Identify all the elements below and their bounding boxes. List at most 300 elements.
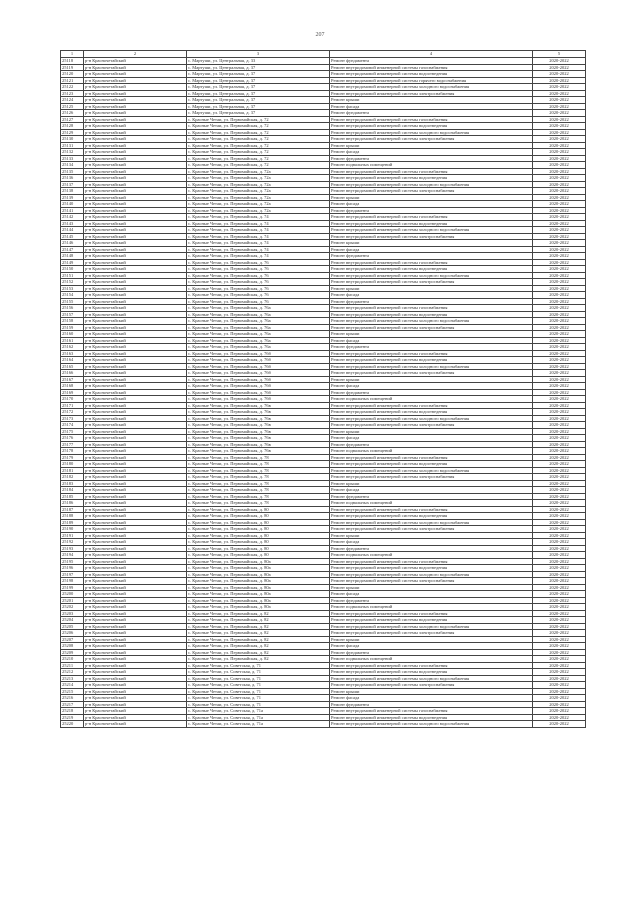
years-cell: 2020-2022	[533, 584, 586, 591]
district-cell: р-н Красночетайский	[84, 701, 187, 708]
work-type-cell: Ремонт внутридомовой инженерной системы горячего водоснабжения	[330, 77, 533, 84]
address-cell: с. Красные Четаи, ул. Первомайская, д. 76б	[187, 363, 330, 370]
address-cell: с. Красные Четаи, ул. Первомайская, д. 76	[187, 285, 330, 292]
row-number: 25216	[61, 695, 84, 702]
address-cell: с. Красные Четаи, ул. Первомайская, д. 78	[187, 500, 330, 507]
district-cell: р-н Красночетайский	[84, 116, 187, 123]
district-cell: р-н Красночетайский	[84, 220, 187, 227]
work-type-cell: Ремонт фасада	[330, 383, 533, 390]
work-type-cell: Ремонт крыши	[330, 636, 533, 643]
address-cell: с. Красные Четаи, ул. Советская, д. 71	[187, 675, 330, 682]
years-cell: 2020-2022	[533, 422, 586, 429]
row-number: 25191	[61, 532, 84, 539]
address-cell: с. Мартуши, ул. Центральная, д. 37	[187, 97, 330, 104]
work-type-cell: Ремонт внутридомовой инженерной системы водоотведения	[330, 175, 533, 182]
work-type-cell: Ремонт внутридомовой инженерной системы газоснабжения	[330, 64, 533, 71]
years-cell: 2020-2022	[533, 623, 586, 630]
years-cell: 2020-2022	[533, 103, 586, 110]
district-cell: р-н Красночетайский	[84, 97, 187, 104]
row-number: 25175	[61, 428, 84, 435]
row-number: 25138	[61, 188, 84, 195]
years-cell: 2020-2022	[533, 357, 586, 364]
address-cell: с. Красные Четаи, ул. Первомайская, д. 72	[187, 162, 330, 169]
row-number: 25123	[61, 90, 84, 97]
row-number: 25150	[61, 266, 84, 273]
work-type-cell: Ремонт крыши	[330, 428, 533, 435]
address-cell: с. Мартуши, ул. Центральная, д. 37	[187, 64, 330, 71]
address-cell: с. Красные Четаи, ул. Первомайская, д. 76б	[187, 376, 330, 383]
address-cell: с. Красные Четаи, ул. Первомайская, д. 76а	[187, 305, 330, 312]
years-cell: 2020-2022	[533, 71, 586, 78]
address-cell: с. Красные Четаи, ул. Первомайская, д. 76а	[187, 344, 330, 351]
years-cell: 2020-2022	[533, 454, 586, 461]
address-cell: с. Красные Четаи, ул. Первомайская, д. 78	[187, 487, 330, 494]
years-cell: 2020-2022	[533, 467, 586, 474]
years-cell: 2020-2022	[533, 201, 586, 208]
row-number: 25169	[61, 389, 84, 396]
row-number: 25184	[61, 487, 84, 494]
row-number: 25137	[61, 181, 84, 188]
years-cell: 2020-2022	[533, 571, 586, 578]
row-number: 25153	[61, 285, 84, 292]
work-type-cell: Ремонт внутридомовой инженерной системы холодного водоснабжения	[330, 272, 533, 279]
address-cell: с. Красные Четаи, ул. Первомайская, д. 74	[187, 214, 330, 221]
work-type-cell: Ремонт внутридомовой инженерной системы холодного водоснабжения	[330, 129, 533, 136]
work-type-cell: Ремонт внутридомовой инженерной системы холодного водоснабжения	[330, 467, 533, 474]
address-cell: с. Красные Четаи, ул. Первомайская, д. 76в	[187, 402, 330, 409]
row-number: 25198	[61, 578, 84, 585]
years-cell: 2020-2022	[533, 441, 586, 448]
work-type-cell: Ремонт внутридомовой инженерной системы электроснабжения	[330, 188, 533, 195]
years-cell: 2020-2022	[533, 643, 586, 650]
row-number: 25140	[61, 201, 84, 208]
district-cell: р-н Красночетайский	[84, 181, 187, 188]
years-cell: 2020-2022	[533, 396, 586, 403]
years-cell: 2020-2022	[533, 675, 586, 682]
row-number: 25121	[61, 77, 84, 84]
address-cell: с. Красные Четаи, ул. Первомайская, д. 80	[187, 513, 330, 520]
address-cell: с. Красные Четаи, ул. Первомайская, д. 80а	[187, 604, 330, 611]
district-cell: р-н Красночетайский	[84, 201, 187, 208]
years-cell: 2020-2022	[533, 415, 586, 422]
district-cell: р-н Красночетайский	[84, 389, 187, 396]
address-cell: с. Красные Четаи, ул. Первомайская, д. 74	[187, 253, 330, 260]
row-number: 25118	[61, 58, 84, 65]
work-type-cell: Ремонт крыши	[330, 142, 533, 149]
years-cell: 2020-2022	[533, 207, 586, 214]
row-number: 25212	[61, 669, 84, 676]
district-cell: р-н Красночетайский	[84, 428, 187, 435]
years-cell: 2020-2022	[533, 701, 586, 708]
district-cell: р-н Красночетайский	[84, 285, 187, 292]
row-number: 25211	[61, 662, 84, 669]
district-cell: р-н Красночетайский	[84, 545, 187, 552]
years-cell: 2020-2022	[533, 552, 586, 559]
address-cell: с. Красные Четаи, ул. Первомайская, д. 72	[187, 155, 330, 162]
work-type-cell: Ремонт внутридомовой инженерной системы газоснабжения	[330, 259, 533, 266]
years-cell: 2020-2022	[533, 97, 586, 104]
row-number: 25194	[61, 552, 84, 559]
work-type-cell: Ремонт внутридомовой инженерной системы водоотведения	[330, 461, 533, 468]
work-type-cell: Ремонт внутридомовой инженерной системы холодного водоснабжения	[330, 571, 533, 578]
address-cell: с. Красные Четаи, ул. Первомайская, д. 72а	[187, 207, 330, 214]
work-type-cell: Ремонт внутридомовой инженерной системы водоотведения	[330, 714, 533, 721]
address-cell: с. Красные Четаи, ул. Первомайская, д. 76б	[187, 357, 330, 364]
work-type-cell: Ремонт внутридомовой инженерной системы электроснабжения	[330, 136, 533, 143]
work-type-cell: Ремонт внутридомовой инженерной системы газоснабжения	[330, 214, 533, 221]
district-cell: р-н Красночетайский	[84, 292, 187, 299]
work-type-cell: Ремонт внутридомовой инженерной системы холодного водоснабжения	[330, 721, 533, 728]
row-number: 25136	[61, 175, 84, 182]
district-cell: р-н Красночетайский	[84, 233, 187, 240]
district-cell: р-н Красночетайский	[84, 714, 187, 721]
district-cell: р-н Красночетайский	[84, 363, 187, 370]
address-cell: с. Мартуши, ул. Центральная, д. 33	[187, 58, 330, 65]
work-type-cell: Ремонт внутридомовой инженерной системы газоснабжения	[330, 662, 533, 669]
row-number: 25183	[61, 480, 84, 487]
work-type-cell: Ремонт фундамента	[330, 298, 533, 305]
row-number: 25122	[61, 84, 84, 91]
table-header	[61, 51, 586, 58]
row-number: 25131	[61, 142, 84, 149]
years-cell: 2020-2022	[533, 64, 586, 71]
district-cell: р-н Красночетайский	[84, 591, 187, 598]
district-cell: р-н Красночетайский	[84, 448, 187, 455]
row-number: 25178	[61, 448, 84, 455]
years-cell: 2020-2022	[533, 513, 586, 520]
work-type-cell: Ремонт крыши	[330, 532, 533, 539]
district-cell: р-н Красночетайский	[84, 71, 187, 78]
row-number: 25174	[61, 422, 84, 429]
row-number: 25181	[61, 467, 84, 474]
district-cell: р-н Красночетайский	[84, 688, 187, 695]
work-type-cell: Ремонт внутридомовой инженерной системы газоснабжения	[330, 168, 533, 175]
work-type-cell: Ремонт внутридомовой инженерной системы водоотведения	[330, 513, 533, 520]
work-type-cell: Ремонт внутридомовой инженерной системы электроснабжения	[330, 90, 533, 97]
district-cell: р-н Красночетайский	[84, 155, 187, 162]
years-cell: 2020-2022	[533, 682, 586, 689]
years-cell: 2020-2022	[533, 656, 586, 663]
district-cell: р-н Красночетайский	[84, 578, 187, 585]
work-type-cell: Ремонт внутридомовой инженерной системы газоснабжения	[330, 454, 533, 461]
years-cell: 2020-2022	[533, 77, 586, 84]
district-cell: р-н Красночетайский	[84, 305, 187, 312]
row-number: 25133	[61, 155, 84, 162]
address-cell: с. Мартуши, ул. Центральная, д. 37	[187, 77, 330, 84]
row-number: 25148	[61, 253, 84, 260]
district-cell: р-н Красночетайский	[84, 318, 187, 325]
address-cell: с. Красные Четаи, ул. Первомайская, д. 72а	[187, 168, 330, 175]
work-type-cell: Ремонт фасада	[330, 103, 533, 110]
work-type-cell: Ремонт фундамента	[330, 441, 533, 448]
district-cell: р-н Красночетайский	[84, 129, 187, 136]
district-cell: р-н Красночетайский	[84, 227, 187, 234]
district-cell: р-н Красночетайский	[84, 662, 187, 669]
address-cell: с. Мартуши, ул. Центральная, д. 37	[187, 110, 330, 117]
years-cell: 2020-2022	[533, 539, 586, 546]
years-cell: 2020-2022	[533, 110, 586, 117]
district-cell: р-н Красночетайский	[84, 617, 187, 624]
work-type-cell: Ремонт фасада	[330, 435, 533, 442]
years-cell: 2020-2022	[533, 136, 586, 143]
district-cell: р-н Красночетайский	[84, 513, 187, 520]
district-cell: р-н Красночетайский	[84, 506, 187, 513]
address-cell: с. Красные Четаи, ул. Первомайская, д. 80а	[187, 558, 330, 565]
district-cell: р-н Красночетайский	[84, 487, 187, 494]
row-number: 25166	[61, 370, 84, 377]
address-cell: с. Красные Четаи, ул. Первомайская, д. 82	[187, 649, 330, 656]
address-cell: с. Красные Четаи, ул. Первомайская, д. 76	[187, 298, 330, 305]
row-number: 25193	[61, 545, 84, 552]
years-cell: 2020-2022	[533, 162, 586, 169]
address-cell: с. Мартуши, ул. Центральная, д. 37	[187, 90, 330, 97]
row-number: 25132	[61, 149, 84, 156]
years-cell: 2020-2022	[533, 363, 586, 370]
row-number: 25185	[61, 493, 84, 500]
years-cell: 2020-2022	[533, 487, 586, 494]
years-cell: 2020-2022	[533, 175, 586, 182]
row-number: 25189	[61, 519, 84, 526]
address-cell: с. Красные Четаи, ул. Первомайская, д. 76а	[187, 318, 330, 325]
work-type-cell: Ремонт фасада	[330, 201, 533, 208]
district-cell: р-н Красночетайский	[84, 383, 187, 390]
years-cell: 2020-2022	[533, 500, 586, 507]
work-type-cell: Ремонт подвальных помещений	[330, 162, 533, 169]
row-number: 25204	[61, 617, 84, 624]
row-number: 25202	[61, 604, 84, 611]
years-cell: 2020-2022	[533, 565, 586, 572]
district-cell: р-н Красночетайский	[84, 454, 187, 461]
years-cell: 2020-2022	[533, 253, 586, 260]
address-cell: с. Красные Четаи, ул. Первомайская, д. 76а	[187, 337, 330, 344]
address-cell: с. Красные Четаи, ул. Первомайская, д. 80а	[187, 565, 330, 572]
address-cell: с. Красные Четаи, ул. Первомайская, д. 82	[187, 617, 330, 624]
page-number: 207	[315, 32, 325, 38]
row-number: 25167	[61, 376, 84, 383]
work-type-cell: Ремонт внутридомовой инженерной системы электроснабжения	[330, 279, 533, 286]
address-cell: с. Красные Четаи, ул. Первомайская, д. 72а	[187, 175, 330, 182]
row-number: 25125	[61, 103, 84, 110]
address-cell: с. Красные Четаи, ул. Первомайская, д. 76а	[187, 311, 330, 318]
work-type-cell: Ремонт внутридомовой инженерной системы газоснабжения	[330, 610, 533, 617]
work-type-cell: Ремонт внутридомовой инженерной системы газоснабжения	[330, 402, 533, 409]
years-cell: 2020-2022	[533, 266, 586, 273]
work-type-cell: Ремонт внутридомовой инженерной системы водоотведения	[330, 409, 533, 416]
district-cell: р-н Красночетайский	[84, 240, 187, 247]
district-cell: р-н Красночетайский	[84, 493, 187, 500]
work-type-cell: Ремонт фундамента	[330, 597, 533, 604]
work-type-cell: Ремонт фасада	[330, 487, 533, 494]
row-number: 25192	[61, 539, 84, 546]
address-cell: с. Красные Четаи, ул. Первомайская, д. 72а	[187, 188, 330, 195]
row-number: 25200	[61, 591, 84, 598]
district-cell: р-н Красночетайский	[84, 207, 187, 214]
years-cell: 2020-2022	[533, 662, 586, 669]
district-cell: р-н Красночетайский	[84, 636, 187, 643]
row-number: 25151	[61, 272, 84, 279]
address-cell: с. Красные Четаи, ул. Первомайская, д. 76а	[187, 331, 330, 338]
address-cell: с. Красные Четаи, ул. Первомайская, д. 76в	[187, 435, 330, 442]
years-cell: 2020-2022	[533, 116, 586, 123]
district-cell: р-н Красночетайский	[84, 162, 187, 169]
address-cell: с. Красные Четаи, ул. Первомайская, д. 80а	[187, 578, 330, 585]
work-type-cell: Ремонт внутридомовой инженерной системы электроснабжения	[330, 474, 533, 481]
row-number: 25147	[61, 246, 84, 253]
district-cell: р-н Красночетайский	[84, 584, 187, 591]
work-type-cell: Ремонт внутридомовой инженерной системы водоотведения	[330, 357, 533, 364]
years-cell: 2020-2022	[533, 285, 586, 292]
district-cell: р-н Красночетайский	[84, 324, 187, 331]
row-number: 25163	[61, 350, 84, 357]
work-type-cell: Ремонт внутридомовой инженерной системы холодного водоснабжения	[330, 227, 533, 234]
address-cell: с. Красные Четаи, ул. Первомайская, д. 82	[187, 610, 330, 617]
work-type-cell: Ремонт фасада	[330, 149, 533, 156]
work-type-cell: Ремонт подвальных помещений	[330, 500, 533, 507]
years-cell: 2020-2022	[533, 578, 586, 585]
years-cell: 2020-2022	[533, 649, 586, 656]
years-cell: 2020-2022	[533, 279, 586, 286]
row-number: 25152	[61, 279, 84, 286]
row-number: 25201	[61, 597, 84, 604]
district-cell: р-н Красночетайский	[84, 194, 187, 201]
years-cell: 2020-2022	[533, 669, 586, 676]
district-cell: р-н Красночетайский	[84, 669, 187, 676]
work-type-cell: Ремонт фундамента	[330, 155, 533, 162]
work-type-cell: Ремонт внутридомовой инженерной системы водоотведения	[330, 71, 533, 78]
work-type-cell: Ремонт крыши	[330, 331, 533, 338]
work-type-cell: Ремонт внутридомовой инженерной системы электроснабжения	[330, 526, 533, 533]
work-type-cell: Ремонт внутридомовой инженерной системы газоснабжения	[330, 558, 533, 565]
row-number: 25143	[61, 220, 84, 227]
district-cell: р-н Красночетайский	[84, 402, 187, 409]
header-col-2: 2	[84, 51, 187, 58]
years-cell: 2020-2022	[533, 155, 586, 162]
address-cell: с. Красные Четаи, ул. Первомайская, д. 76в	[187, 409, 330, 416]
work-type-cell: Ремонт крыши	[330, 376, 533, 383]
row-number: 25127	[61, 116, 84, 123]
row-number: 25199	[61, 584, 84, 591]
row-number: 25177	[61, 441, 84, 448]
work-type-cell: Ремонт подвальных помещений	[330, 552, 533, 559]
work-type-cell: Ремонт внутридомовой инженерной системы электроснабжения	[330, 682, 533, 689]
years-cell: 2020-2022	[533, 58, 586, 65]
address-cell: с. Красные Четаи, ул. Первомайская, д. 76б	[187, 350, 330, 357]
years-cell: 2020-2022	[533, 142, 586, 149]
district-cell: р-н Красночетайский	[84, 396, 187, 403]
work-type-cell: Ремонт фасада	[330, 337, 533, 344]
district-cell: р-н Красночетайский	[84, 188, 187, 195]
address-cell: с. Мартуши, ул. Центральная, д. 37	[187, 84, 330, 91]
row-number: 25134	[61, 162, 84, 169]
address-cell: с. Красные Четаи, ул. Первомайская, д. 76	[187, 292, 330, 299]
header-col-5: 5	[533, 51, 586, 58]
address-cell: с. Красные Четаи, ул. Первомайская, д. 76	[187, 272, 330, 279]
work-type-cell: Ремонт фундамента	[330, 389, 533, 396]
work-type-cell: Ремонт внутридомовой инженерной системы газоснабжения	[330, 305, 533, 312]
address-cell: с. Красные Четаи, ул. Первомайская, д. 72	[187, 129, 330, 136]
address-cell: с. Красные Четаи, ул. Советская, д. 71	[187, 701, 330, 708]
row-number: 25188	[61, 513, 84, 520]
years-cell: 2020-2022	[533, 493, 586, 500]
address-cell: с. Красные Четаи, ул. Первомайская, д. 76б	[187, 383, 330, 390]
years-cell: 2020-2022	[533, 188, 586, 195]
district-cell: р-н Красночетайский	[84, 721, 187, 728]
row-number: 25168	[61, 383, 84, 390]
years-cell: 2020-2022	[533, 129, 586, 136]
address-cell: с. Мартуши, ул. Центральная, д. 37	[187, 71, 330, 78]
district-cell: р-н Красночетайский	[84, 539, 187, 546]
district-cell: р-н Красночетайский	[84, 370, 187, 377]
address-cell: с. Красные Четаи, ул. Первомайская, д. 80	[187, 532, 330, 539]
row-number: 25162	[61, 344, 84, 351]
district-cell: р-н Красночетайский	[84, 246, 187, 253]
row-number: 25165	[61, 363, 84, 370]
address-cell: с. Красные Четаи, ул. Советская, д. 71	[187, 682, 330, 689]
years-cell: 2020-2022	[533, 194, 586, 201]
address-cell: с. Красные Четаи, ул. Первомайская, д. 72	[187, 116, 330, 123]
row-number: 25190	[61, 526, 84, 533]
district-cell: р-н Красночетайский	[84, 480, 187, 487]
address-cell: с. Красные Четаи, ул. Первомайская, д. 72	[187, 136, 330, 143]
work-type-cell: Ремонт крыши	[330, 285, 533, 292]
row-number: 25207	[61, 636, 84, 643]
work-type-cell: Ремонт внутридомовой инженерной системы электроснабжения	[330, 630, 533, 637]
years-cell: 2020-2022	[533, 149, 586, 156]
work-type-cell: Ремонт внутридомовой инженерной системы электроснабжения	[330, 324, 533, 331]
years-cell: 2020-2022	[533, 246, 586, 253]
address-cell: с. Красные Четаи, ул. Первомайская, д. 80	[187, 526, 330, 533]
district-cell: р-н Красночетайский	[84, 149, 187, 156]
district-cell: р-н Красночетайский	[84, 103, 187, 110]
work-type-cell: Ремонт фундамента	[330, 58, 533, 65]
row-number: 25126	[61, 110, 84, 117]
years-cell: 2020-2022	[533, 331, 586, 338]
years-cell: 2020-2022	[533, 688, 586, 695]
address-cell: с. Красные Четаи, ул. Первомайская, д. 76а	[187, 324, 330, 331]
row-number: 25179	[61, 454, 84, 461]
years-cell: 2020-2022	[533, 506, 586, 513]
work-type-cell: Ремонт крыши	[330, 480, 533, 487]
work-type-cell: Ремонт фундамента	[330, 207, 533, 214]
years-cell: 2020-2022	[533, 428, 586, 435]
work-type-cell: Ремонт крыши	[330, 688, 533, 695]
work-type-cell: Ремонт внутридомовой инженерной системы водоотведения	[330, 123, 533, 130]
address-cell: с. Красные Четаи, ул. Первомайская, д. 80	[187, 519, 330, 526]
district-cell: р-н Красночетайский	[84, 64, 187, 71]
work-type-cell: Ремонт внутридомовой инженерной системы водоотведения	[330, 565, 533, 572]
district-cell: р-н Красночетайский	[84, 558, 187, 565]
row-number: 25160	[61, 331, 84, 338]
work-type-cell: Ремонт внутридомовой инженерной системы холодного водоснабжения	[330, 623, 533, 630]
years-cell: 2020-2022	[533, 181, 586, 188]
district-cell: р-н Красночетайский	[84, 519, 187, 526]
work-type-cell: Ремонт подвальных помещений	[330, 448, 533, 455]
district-cell: р-н Красночетайский	[84, 435, 187, 442]
work-type-cell: Ремонт крыши	[330, 194, 533, 201]
years-cell: 2020-2022	[533, 344, 586, 351]
district-cell: р-н Красночетайский	[84, 415, 187, 422]
row-number: 25219	[61, 714, 84, 721]
row-number: 25173	[61, 415, 84, 422]
address-cell: с. Красные Четаи, ул. Первомайская, д. 78	[187, 480, 330, 487]
years-cell: 2020-2022	[533, 721, 586, 728]
work-type-cell: Ремонт фундамента	[330, 344, 533, 351]
row-number: 25187	[61, 506, 84, 513]
work-type-cell: Ремонт внутридомовой инженерной системы водоотведения	[330, 669, 533, 676]
address-cell: с. Красные Четаи, ул. Первомайская, д. 82	[187, 623, 330, 630]
district-cell: р-н Красночетайский	[84, 331, 187, 338]
district-cell: р-н Красночетайский	[84, 623, 187, 630]
